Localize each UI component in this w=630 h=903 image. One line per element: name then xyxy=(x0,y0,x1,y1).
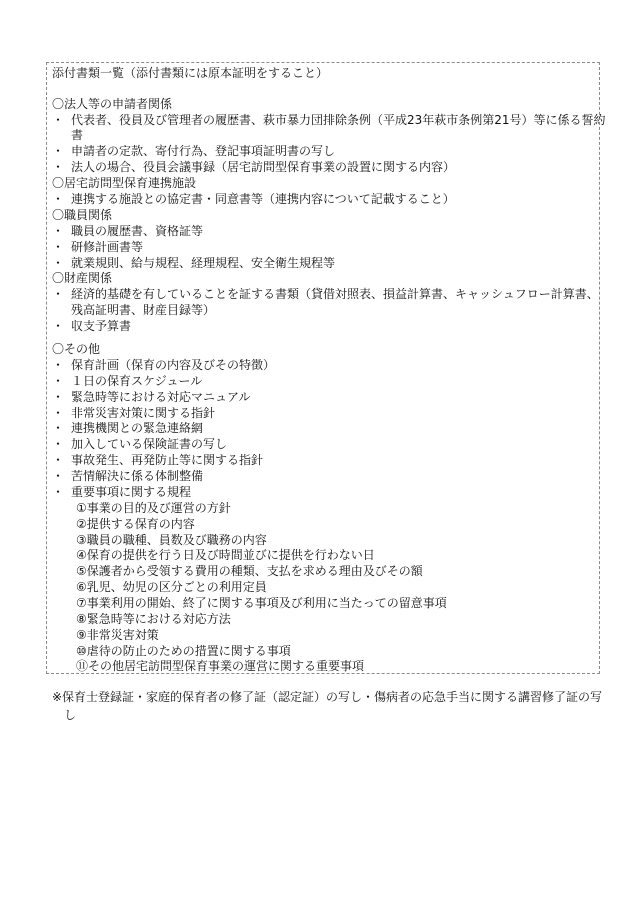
rule-item: ②提供する保育の内容 xyxy=(76,517,195,531)
footnote-continuation: し xyxy=(64,708,77,722)
rule-item: ⑥乳児、幼児の区分ごとの利用定員 xyxy=(76,580,267,594)
list-item xyxy=(52,406,215,421)
rule-item: ⑪その他居宅訪問型保育事業の運営に関する重要事項 xyxy=(76,659,365,673)
list-item xyxy=(52,453,263,468)
list-item xyxy=(52,374,202,389)
list-item-text: 連携機関との緊急連絡網 xyxy=(71,421,204,435)
list-item-text: 申請者の定款、寄付行為、登記事項証明書の写し xyxy=(71,144,336,158)
list-item xyxy=(52,144,335,159)
bullet-mark: ・ xyxy=(52,192,65,206)
list-item xyxy=(52,485,191,500)
list-item-text: 収支予算書 xyxy=(71,319,132,333)
footnote-line: ※保育士登録証・家庭的保育者の修了証（認定証）の写し・傷病者の応急手当に関する講習修了証の写 xyxy=(52,690,603,704)
rule-item: ③職員の職種、員数及び職務の内容 xyxy=(76,533,267,547)
list-item xyxy=(52,160,455,175)
list-item-text: 連携する施設との協定書・同意書等（連携内容について記載すること） xyxy=(71,192,455,206)
list-item xyxy=(52,358,275,373)
list-item xyxy=(52,240,143,255)
bullet-mark: ・ xyxy=(52,256,65,270)
bullet-mark: ・ xyxy=(52,390,65,404)
rule-item: ①事業の目的及び運営の方針 xyxy=(76,501,231,515)
list-item-text: 事故発生、再発防止等に関する指針 xyxy=(71,453,264,467)
rule-item: ⑧緊急時等における対応方法 xyxy=(76,612,231,626)
list-item xyxy=(52,192,455,207)
bullet-mark: ・ xyxy=(52,358,65,372)
rule-item: ⑦事業利用の開始、終了に関する事項及び利用に当たっての留意事項 xyxy=(76,596,447,610)
list-item-text: 緊急時等における対応マニュアル xyxy=(71,390,251,404)
bullet-mark: ・ xyxy=(52,374,65,388)
list-item-text: 苦情解決に係る体制整備 xyxy=(71,469,204,483)
bullet-mark: ・ xyxy=(52,437,65,451)
list-item-continuation: 残高証明書、財産目録等） xyxy=(71,303,216,317)
bullet-mark: ・ xyxy=(52,469,65,483)
bullet-mark: ・ xyxy=(52,160,65,174)
list-item-text: １日の保育スケジュール xyxy=(71,374,203,388)
list-item-continuation: 書 xyxy=(71,128,84,142)
bullet-mark: ・ xyxy=(52,421,65,435)
list-item-text: 重要事項に関する規程 xyxy=(71,485,192,499)
rule-item: ⑤保護者から受領する費用の種類、支払を求める理由及びその額 xyxy=(76,564,423,578)
section-heading-partner-facility: 〇居宅訪問型保育連携施設 xyxy=(52,176,197,190)
rule-item: ⑩虐待の防止のための措置に関する事項 xyxy=(76,644,291,658)
list-item-text: 研修計画書等 xyxy=(71,240,144,254)
list-item xyxy=(52,437,227,452)
list-item-text: 職員の履歴書、資格証等 xyxy=(71,224,204,238)
section-heading-applicant: 〇法人等の申請者関係 xyxy=(52,97,173,111)
bullet-mark: ・ xyxy=(52,406,65,420)
rule-item: ④保育の提供を行う日及び時間並びに提供を行わない日 xyxy=(76,548,375,562)
list-item xyxy=(52,469,203,484)
list-item xyxy=(52,113,606,128)
list-item xyxy=(52,224,203,239)
bullet-mark: ・ xyxy=(52,224,65,238)
section-heading-staff: 〇職員関係 xyxy=(52,208,113,222)
list-item-text: 就業規則、給与規程、経理規程、安全衛生規程等 xyxy=(71,256,336,270)
list-item-text: 加入している保険証書の写し xyxy=(71,437,228,451)
rule-item: ⑨非常災害対策 xyxy=(76,628,159,642)
list-item-text: 法人の場合、役員会議事録（居宅訪問型保育事業の設置に関する内容） xyxy=(71,160,456,174)
bullet-mark: ・ xyxy=(52,240,65,254)
list-item xyxy=(52,421,203,436)
bullet-mark: ・ xyxy=(52,287,65,301)
bullet-mark: ・ xyxy=(52,144,65,158)
list-item xyxy=(52,287,599,302)
list-item-text: 保育計画（保育の内容及びその特徴） xyxy=(71,358,276,372)
list-item xyxy=(52,319,131,334)
list-item xyxy=(52,390,251,405)
list-item-text: 代表者、役員及び管理者の履歴書、萩市暴力団排除条例（平成23年萩市条例第21号）等に係る誓約 xyxy=(71,113,606,127)
bullet-mark: ・ xyxy=(52,453,65,467)
list-item-text: 経済的基礎を有していることを証する書類（貸借対照表、損益計算書、キャッシュフロー計算書、 xyxy=(71,287,599,301)
list-header: 添付書類一覧（添付書類には原本証明をすること） xyxy=(52,66,329,80)
bullet-mark: ・ xyxy=(52,113,65,127)
bullet-mark: ・ xyxy=(52,319,65,333)
section-heading-other: 〇その他 xyxy=(52,342,101,356)
list-item-text: 非常災害対策に関する指針 xyxy=(71,406,216,420)
bullet-mark: ・ xyxy=(52,485,65,499)
section-heading-assets: 〇財産関係 xyxy=(52,271,113,285)
list-item xyxy=(52,256,335,271)
